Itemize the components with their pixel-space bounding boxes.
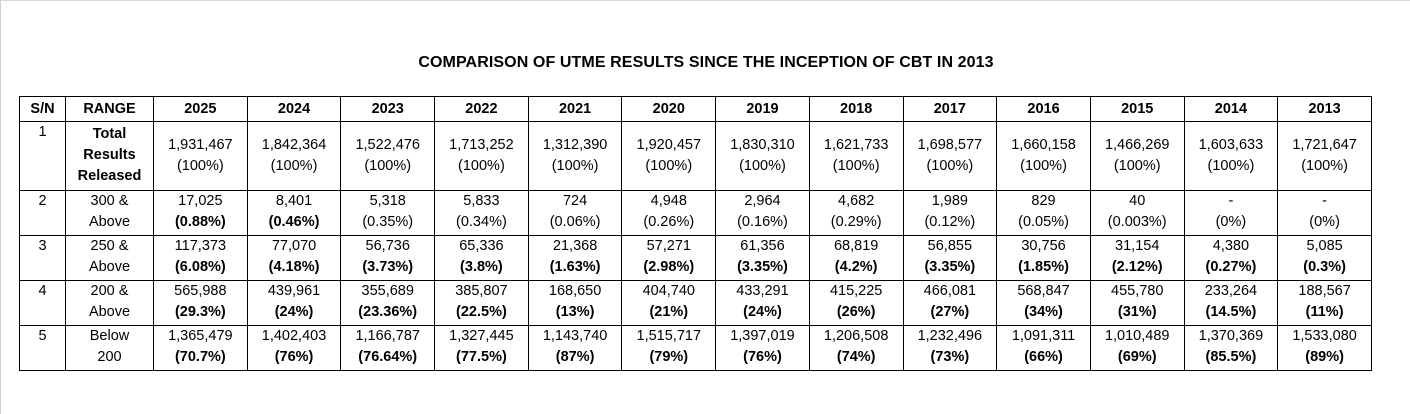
range-label-line: 250 & bbox=[90, 238, 129, 254]
result-cell bbox=[154, 236, 248, 281]
result-count: 1,830,310 bbox=[730, 137, 795, 153]
result-count: - bbox=[1322, 193, 1328, 209]
result-cell bbox=[435, 191, 529, 236]
header-year: 2020 bbox=[622, 97, 716, 122]
result-count: 1,370,369 bbox=[1198, 328, 1264, 344]
result-cell bbox=[622, 236, 716, 281]
result-cell bbox=[809, 236, 903, 281]
result-percentage: (76%) bbox=[274, 349, 314, 365]
result-count: 1,232,496 bbox=[917, 328, 983, 344]
result-percentage: (76.64%) bbox=[358, 349, 418, 365]
result-percentage: (31%) bbox=[1117, 304, 1157, 320]
result-percentage: (0.35%) bbox=[362, 214, 414, 230]
result-count: 233,264 bbox=[1204, 283, 1258, 299]
result-cell bbox=[1090, 191, 1184, 236]
result-cell bbox=[622, 122, 716, 191]
result-percentage: (1.85%) bbox=[1018, 259, 1069, 275]
result-cell bbox=[1090, 326, 1184, 371]
result-cell bbox=[1278, 191, 1372, 236]
result-cell bbox=[809, 281, 903, 326]
result-percentage: (3.35%) bbox=[737, 259, 788, 275]
result-cell bbox=[997, 236, 1091, 281]
result-percentage: (24%) bbox=[274, 304, 314, 320]
table-row bbox=[20, 122, 1372, 191]
table-body bbox=[20, 122, 1372, 371]
document-title: COMPARISON OF UTME RESULTS SINCE THE INCEPTION OF CBT IN 2013 bbox=[418, 54, 994, 71]
result-count: 61,356 bbox=[740, 238, 785, 254]
table-row bbox=[20, 191, 1372, 236]
result-count: 4,380 bbox=[1212, 238, 1250, 254]
result-percentage: (89%) bbox=[1305, 349, 1344, 365]
result-cell bbox=[716, 122, 810, 191]
result-cell bbox=[622, 326, 716, 371]
result-count: 415,225 bbox=[829, 283, 883, 299]
row-sn: 1 bbox=[20, 122, 66, 191]
result-count: 1,327,445 bbox=[449, 328, 514, 344]
result-percentage: (100%) bbox=[1207, 158, 1255, 174]
range-label-line: 300 & bbox=[90, 193, 129, 209]
result-count: 1,603,633 bbox=[1198, 137, 1264, 153]
result-cell bbox=[247, 191, 341, 236]
row-sn: 4 bbox=[20, 281, 66, 326]
range-label-line: Results bbox=[83, 147, 136, 163]
result-cell bbox=[716, 236, 810, 281]
result-cell bbox=[716, 191, 810, 236]
result-cell bbox=[997, 326, 1091, 371]
result-percentage: (4.18%) bbox=[268, 259, 320, 275]
row-sn: 2 bbox=[20, 191, 66, 236]
result-percentage: (0.12%) bbox=[924, 214, 976, 230]
result-count: 188,567 bbox=[1298, 283, 1351, 299]
range-label-line: 200 bbox=[97, 349, 122, 365]
result-percentage: (0.16%) bbox=[737, 214, 788, 230]
range-label-line: Above bbox=[88, 259, 131, 275]
result-percentage: (0.27%) bbox=[1205, 259, 1257, 275]
result-percentage: (66%) bbox=[1024, 349, 1063, 365]
result-count: 1,522,476 bbox=[355, 137, 420, 153]
utme-results-table bbox=[19, 96, 1372, 371]
result-cell bbox=[341, 122, 435, 191]
result-cell bbox=[716, 281, 810, 326]
result-cell bbox=[247, 236, 341, 281]
result-count: 829 bbox=[1031, 193, 1056, 209]
header-year: 2023 bbox=[341, 97, 435, 122]
result-cell bbox=[1184, 122, 1278, 191]
result-count: 56,736 bbox=[365, 238, 410, 254]
result-percentage: (76%) bbox=[743, 349, 782, 365]
result-count: 1,621,733 bbox=[823, 137, 889, 153]
result-count: 1,397,019 bbox=[730, 328, 795, 344]
result-count: 17,025 bbox=[178, 193, 223, 209]
result-count: 40 bbox=[1129, 193, 1146, 209]
row-sn: 3 bbox=[20, 236, 66, 281]
result-cell bbox=[622, 191, 716, 236]
result-count: 466,081 bbox=[923, 283, 977, 299]
result-cell bbox=[1090, 122, 1184, 191]
result-cell bbox=[903, 236, 997, 281]
result-percentage: (3.8%) bbox=[460, 259, 503, 275]
result-cell bbox=[903, 191, 997, 236]
row-sn: 5 bbox=[20, 326, 66, 371]
row-range bbox=[66, 236, 154, 281]
result-count: 57,271 bbox=[646, 238, 691, 254]
header-year: 2016 bbox=[997, 97, 1091, 122]
result-count: 68,819 bbox=[833, 238, 879, 254]
result-percentage: (0.26%) bbox=[643, 214, 695, 230]
table-row bbox=[20, 326, 1372, 371]
result-count: 31,154 bbox=[1115, 238, 1160, 254]
result-count: 1,515,717 bbox=[636, 328, 702, 344]
result-percentage: (26%) bbox=[836, 304, 876, 320]
result-percentage: (0%) bbox=[1309, 214, 1340, 230]
result-count: 77,070 bbox=[271, 238, 317, 254]
result-percentage: (100%) bbox=[458, 158, 505, 174]
result-count: 56,855 bbox=[927, 238, 973, 254]
result-percentage: (27%) bbox=[930, 304, 970, 320]
result-count: - bbox=[1228, 193, 1234, 209]
result-cell bbox=[1184, 281, 1278, 326]
result-count: 1,010,489 bbox=[1104, 328, 1170, 344]
result-count: 1,402,403 bbox=[261, 328, 327, 344]
result-cell bbox=[1184, 236, 1278, 281]
result-cell bbox=[997, 122, 1091, 191]
range-label-line: Below bbox=[89, 328, 130, 344]
result-count: 385,807 bbox=[455, 283, 508, 299]
result-percentage: (0.003%) bbox=[1107, 214, 1167, 230]
result-count: 1,166,787 bbox=[355, 328, 420, 344]
result-percentage: (100%) bbox=[926, 158, 974, 174]
result-cell bbox=[341, 281, 435, 326]
result-percentage: (100%) bbox=[832, 158, 880, 174]
result-count: 1,989 bbox=[931, 193, 968, 209]
result-cell bbox=[1278, 122, 1372, 191]
result-percentage: (0.3%) bbox=[1303, 259, 1346, 275]
result-percentage: (74%) bbox=[836, 349, 876, 365]
result-percentage: (2.98%) bbox=[643, 259, 695, 275]
row-range bbox=[66, 281, 154, 326]
header-year: 2022 bbox=[435, 97, 529, 122]
header-year: 2021 bbox=[528, 97, 622, 122]
result-percentage: (100%) bbox=[270, 158, 318, 174]
result-count: 1,206,508 bbox=[823, 328, 889, 344]
result-cell bbox=[903, 326, 997, 371]
header-year: 2014 bbox=[1184, 97, 1278, 122]
result-count: 30,756 bbox=[1021, 238, 1066, 254]
result-percentage: (87%) bbox=[555, 349, 595, 365]
result-percentage: (3.73%) bbox=[362, 259, 414, 275]
result-cell bbox=[809, 326, 903, 371]
header-year: 2025 bbox=[154, 97, 248, 122]
result-percentage: (13%) bbox=[555, 304, 595, 320]
result-percentage: (1.63%) bbox=[549, 259, 601, 275]
result-percentage: (0.05%) bbox=[1018, 214, 1069, 230]
range-label-line: Above bbox=[88, 214, 131, 230]
table-row bbox=[20, 281, 1372, 326]
result-count: 4,682 bbox=[838, 193, 875, 209]
result-cell bbox=[622, 281, 716, 326]
result-percentage: (14.5%) bbox=[1205, 304, 1257, 320]
header-year: 2024 bbox=[247, 97, 341, 122]
result-cell bbox=[1278, 326, 1372, 371]
result-percentage: (69%) bbox=[1117, 349, 1157, 365]
result-percentage: (100%) bbox=[551, 158, 599, 174]
result-percentage: (3.35%) bbox=[924, 259, 976, 275]
result-percentage: (100%) bbox=[1020, 158, 1067, 174]
result-count: 1,721,647 bbox=[1292, 137, 1357, 153]
result-count: 1,533,080 bbox=[1292, 328, 1357, 344]
result-cell bbox=[247, 281, 341, 326]
result-cell bbox=[341, 236, 435, 281]
range-label-line: Above bbox=[88, 304, 131, 320]
header-year: 2019 bbox=[716, 97, 810, 122]
result-percentage: (0.46%) bbox=[268, 214, 320, 230]
result-count: 4,948 bbox=[650, 193, 687, 209]
result-count: 65,336 bbox=[459, 238, 504, 254]
result-cell bbox=[435, 281, 529, 326]
table-header-row bbox=[20, 97, 1372, 122]
result-count: 5,833 bbox=[463, 193, 500, 209]
result-count: 1,143,740 bbox=[542, 328, 608, 344]
result-count: 1,312,390 bbox=[542, 137, 608, 153]
result-count: 1,365,479 bbox=[168, 328, 233, 344]
result-percentage: (79%) bbox=[649, 349, 689, 365]
range-label-line: Total bbox=[92, 126, 127, 142]
result-count: 433,291 bbox=[736, 283, 789, 299]
result-cell bbox=[528, 326, 622, 371]
result-count: 8,401 bbox=[275, 193, 313, 209]
result-cell bbox=[528, 122, 622, 191]
result-percentage: (21%) bbox=[649, 304, 689, 320]
result-cell bbox=[154, 122, 248, 191]
result-cell bbox=[341, 326, 435, 371]
table-row bbox=[20, 236, 1372, 281]
result-count: 404,740 bbox=[642, 283, 695, 299]
result-cell bbox=[716, 326, 810, 371]
result-cell bbox=[1184, 191, 1278, 236]
result-count: 1,091,311 bbox=[1011, 328, 1076, 344]
result-cell bbox=[997, 281, 1091, 326]
header-range: RANGE bbox=[66, 97, 154, 122]
result-cell bbox=[903, 122, 997, 191]
result-percentage: (34%) bbox=[1024, 304, 1063, 320]
result-count: 2,964 bbox=[744, 193, 781, 209]
result-cell bbox=[435, 122, 529, 191]
result-percentage: (77.5%) bbox=[456, 349, 507, 365]
result-cell bbox=[903, 281, 997, 326]
result-cell bbox=[1278, 236, 1372, 281]
row-range bbox=[66, 122, 154, 191]
result-count: 355,689 bbox=[361, 283, 414, 299]
result-cell bbox=[154, 326, 248, 371]
result-cell bbox=[1090, 236, 1184, 281]
result-count: 1,842,364 bbox=[261, 137, 327, 153]
result-cell bbox=[997, 191, 1091, 236]
result-percentage: (100%) bbox=[645, 158, 693, 174]
result-cell bbox=[435, 236, 529, 281]
result-cell bbox=[528, 191, 622, 236]
result-cell bbox=[809, 122, 903, 191]
result-count: 5,318 bbox=[369, 193, 406, 209]
result-count: 568,847 bbox=[1017, 283, 1070, 299]
result-percentage: (0.34%) bbox=[456, 214, 507, 230]
result-percentage: (70.7%) bbox=[174, 349, 226, 365]
result-percentage: (85.5%) bbox=[1205, 349, 1257, 365]
result-count: 565,988 bbox=[174, 283, 227, 299]
result-count: 1,466,269 bbox=[1104, 137, 1170, 153]
result-count: 168,650 bbox=[548, 283, 602, 299]
result-percentage: (73%) bbox=[930, 349, 970, 365]
result-cell bbox=[154, 281, 248, 326]
range-label-line: Released bbox=[77, 168, 142, 184]
range-label-line: 200 & bbox=[90, 283, 129, 299]
header-year: 2017 bbox=[903, 97, 997, 122]
result-cell bbox=[247, 326, 341, 371]
result-percentage: (11%) bbox=[1305, 304, 1344, 320]
result-count: 439,961 bbox=[267, 283, 321, 299]
result-percentage: (29.3%) bbox=[174, 304, 226, 320]
result-percentage: (100%) bbox=[1113, 158, 1161, 174]
row-range bbox=[66, 191, 154, 236]
header-sn: S/N bbox=[20, 97, 66, 122]
result-cell bbox=[154, 191, 248, 236]
result-percentage: (23.36%) bbox=[358, 304, 418, 320]
result-cell bbox=[528, 236, 622, 281]
result-percentage: (100%) bbox=[739, 158, 786, 174]
result-cell bbox=[247, 122, 341, 191]
row-range bbox=[66, 326, 154, 371]
header-year: 2013 bbox=[1278, 97, 1372, 122]
result-count: 1,931,467 bbox=[168, 137, 233, 153]
result-count: 21,368 bbox=[552, 238, 598, 254]
result-count: 1,920,457 bbox=[636, 137, 702, 153]
header-year: 2015 bbox=[1090, 97, 1184, 122]
result-count: 5,085 bbox=[1306, 238, 1343, 254]
result-cell bbox=[341, 191, 435, 236]
result-count: 117,373 bbox=[174, 238, 227, 254]
result-percentage: (22.5%) bbox=[456, 304, 507, 320]
header-year: 2018 bbox=[809, 97, 903, 122]
result-percentage: (100%) bbox=[1301, 158, 1348, 174]
result-count: 1,660,158 bbox=[1011, 137, 1076, 153]
result-percentage: (0.29%) bbox=[830, 214, 882, 230]
result-cell bbox=[435, 326, 529, 371]
result-cell bbox=[1090, 281, 1184, 326]
result-percentage: (2.12%) bbox=[1111, 259, 1163, 275]
result-percentage: (100%) bbox=[176, 158, 224, 174]
result-percentage: (4.2%) bbox=[834, 259, 878, 275]
result-cell bbox=[809, 191, 903, 236]
result-percentage: (100%) bbox=[364, 158, 412, 174]
result-cell bbox=[1278, 281, 1372, 326]
result-percentage: (0%) bbox=[1215, 214, 1247, 230]
result-cell bbox=[1184, 326, 1278, 371]
result-percentage: (6.08%) bbox=[174, 259, 226, 275]
result-count: 724 bbox=[562, 193, 588, 209]
result-count: 1,698,577 bbox=[917, 137, 983, 153]
result-percentage: (0.88%) bbox=[174, 214, 226, 230]
result-count: 1,713,252 bbox=[449, 137, 514, 153]
result-percentage: (0.06%) bbox=[549, 214, 601, 230]
result-percentage: (24%) bbox=[743, 304, 782, 320]
result-cell bbox=[528, 281, 622, 326]
result-count: 455,780 bbox=[1111, 283, 1164, 299]
